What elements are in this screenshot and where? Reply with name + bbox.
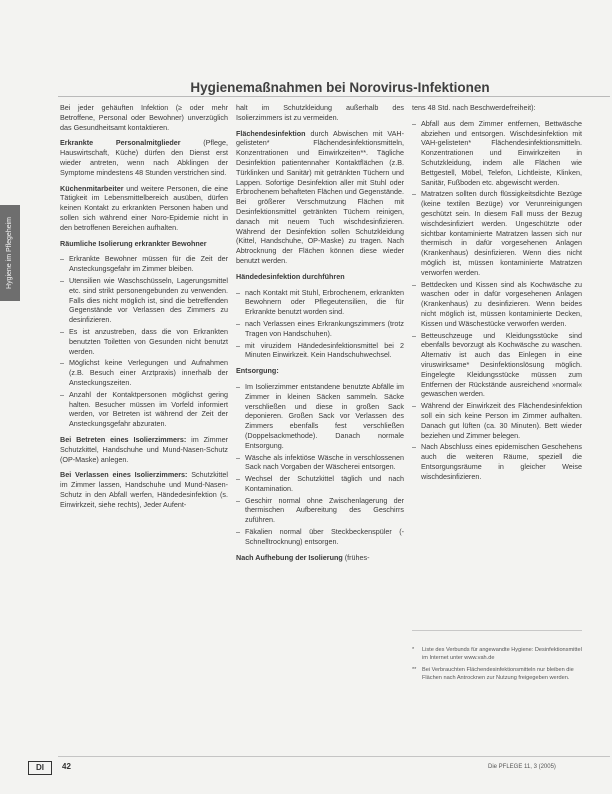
list-item: – Es ist anzustreben, dass die von Erkrankten benutzten Toiletten von Gesunden nicht benutzt werden. <box>60 327 228 356</box>
journal-reference: Die PFLEGE 11, 3 (2005) <box>488 764 556 770</box>
paragraph-text: tens 48 Std. nach Beschwerdefreiheit): <box>412 103 536 112</box>
paragraph-heading: Flächendesinfektion <box>236 128 306 138</box>
list-item: – nach Kontakt mit Stuhl, Erbrochenem, erkrankten Bewohnern oder Pflegeutensilien, die für Erkrankte benutzt worden sind. <box>236 288 404 317</box>
list-item: – Erkrankte Bewohner müssen für die Zeit der Ansteckungsgefahr im Zimmer bleiben. <box>60 254 228 274</box>
paragraph-text: durch Abwischen mit VAH-gelisteten* Flächendesinfektionsmitteln, Konzentrationen und Einwirkzeiten**. Tägliche Desinfektion patientennaher Kontaktflächen (z.B. Türklinken und Sanitär) mit getränkten Tüchern und Lappen. Sofortige Desinfektion aller mit Stuhl oder Erbrochenem behafteten Flächen und Gegenstände. Bei größerer Verschmutzung Flächen mit Desinfektionsmittel getränkten Tüchern reinigen, danach mit neuem Tuch wischdesinfizieren. Während der Desinfektion sollen Schutzkleidung (Kittel, Handschuhe, OP-Maske) zu tragen. Nach Abtrocknung der Flächen können diese wieder benutzt werden. <box>236 128 404 265</box>
list-item: – Möglichst keine Verlegungen und Aufnahmen (z.B. Besuch einer Arztpraxis) innerhalb der Ansteckungszeiten. <box>60 358 228 387</box>
footnote <box>412 646 582 662</box>
paragraph <box>236 553 404 563</box>
paragraph-text: Bei jeder gehäuften Infektion (≥ oder mehr Betroffene, Personal oder Bewohner) unverzüglich das Gesundheitsamt kontaktieren. <box>60 103 228 132</box>
paragraph-heading: Bei Betreten eines Isolierzimmers: <box>60 434 187 444</box>
paragraph <box>236 103 404 123</box>
list-item: – Während der Einwirkzeit des Flächendesinfektion soll ein sich keine Person im Zimmer aufhalten. Danach gut lüften (ca. 30 Minuten). Bett wieder beziehen und Zimmer belegen. <box>412 401 582 440</box>
paragraph <box>60 470 228 509</box>
list-item: – nach Verlassen eines Erkrankungszimmers (trotz Tragen von Handschuhen). <box>236 319 404 339</box>
list-item: – Bettdecken und Kissen sind als Kochwäsche zu waschen oder in dafür vorgesehenen Anlagen (Krankenhaus) zu desinfizieren. Wenn beides nicht möglich ist, müssen kontaminierte Decken, Kissen und Wäschestücke verworfen werden. <box>412 280 582 329</box>
top-rule <box>58 96 610 97</box>
side-tab-label: Hygiene im Pflegeheim <box>6 217 13 289</box>
list-item: – Utensilien wie Waschschüsseln, Lagerungsmittel etc. sind strikt personengebunden zu verwenden. Falls dies nicht möglich ist, sind die betreffenden Gegenstände vor Verlassen des Zimmers zu desinfizieren. <box>60 276 228 325</box>
bottom-rule <box>58 756 610 757</box>
footnote-mark: ** <box>412 667 417 673</box>
paragraph <box>236 272 404 282</box>
list-item: – Wäsche als infektiöse Wäsche in verschlossenen Sack nach Vorgaben der Wäscherei entsorgen. <box>236 453 404 473</box>
paragraph <box>60 184 228 233</box>
footnote <box>412 666 582 682</box>
paragraph <box>60 103 228 132</box>
paragraph <box>60 435 228 464</box>
list-item: – Abfall aus dem Zimmer entfernen, Bettwäsche abziehen und entsorgen. Wischdesinfektion mit VAH-gelisteten* Flächendesinfektionsmitteln. Konzentrationen und Einwirkzeiten in Schutzkleidung, indem alle Flächen wie Bettgestell, Möbel, Telefon, Lichtleiste, Klinken, Sanitär, Fußboden etc. abgewischt werden. <box>412 119 582 188</box>
list-item: – Wechsel der Schutzkittel täglich und nach Kontamination. <box>236 474 404 494</box>
footnote-rule <box>412 630 582 631</box>
paragraph-heading: Erkrankte Personalmitglieder <box>60 138 181 148</box>
paragraph <box>60 239 228 249</box>
paragraph-text: und weitere Personen, die eine Tätigkeit im Lebensmittelbereich ausüben, dürfen keinen Kontakt zu erkrankten Personen haben und sollen sich während einer Noro-Epidemie nicht in den betroffenen Bereichen aufhalten. <box>60 183 228 232</box>
bullet-list <box>412 119 582 482</box>
bullet-list <box>236 288 404 361</box>
footnote-text: Liste des Verbunds für angewandte Hygiene: Desinfektionsmittel im Internet unter www.vah.de <box>422 647 582 661</box>
text-column-left <box>60 103 228 515</box>
section-side-tab <box>0 205 20 301</box>
footnote-text: Bei Verbrauchten Flächendesinfektionsmitteln nur bleiben die Flächen nach Antrocknen zur Nutzung freigegeben werden. <box>422 667 574 681</box>
list-item: – Matratzen sollten durch flüssigkeitsdichte Bezüge (keine textilen Bezüge) vor Verunreinigungen geschützt sein. In diesem Fall muss der Bezug wischdesinfiziert werden. Ungeschützte oder sichtbar kontaminierte Matratzen lassen sich nur thermisch in dafür vorgesehenen Anlagen (Krankenhaus) desinfizieren. Wenn dies nicht möglich ist, müssen kontaminierte Matratzen verworfen werden. <box>412 189 582 277</box>
paragraph-heading: Räumliche Isolierung erkrankter Bewohner <box>60 238 207 248</box>
paragraph-text: (Pflege, Hauswirtschaft, Küche) dürfen den Dienst erst wieder antreten, wenn nach Abklingen der Symptome mindestens 48 Stunden verstrichen sind. <box>60 138 228 177</box>
paragraph-heading: Bei Verlassen eines Isolierzimmers: <box>60 470 188 480</box>
paragraph-text: im Zimmer Schutzkittel, Handschuhe und Mund-Nasen-Schutz (OP-Maske) anlegen. <box>60 434 228 464</box>
list-item: – mit viruzidem Händedesinfektionsmittel bei 2 Minuten Einwirkzeit. Kein Handschuhwechsel. <box>236 341 404 361</box>
text-column-right <box>412 103 582 487</box>
paragraph <box>236 366 404 376</box>
paragraph <box>236 129 404 266</box>
paragraph-heading: Händedesinfektion durchführen <box>236 271 345 281</box>
footnotes <box>412 646 582 686</box>
page-number: 42 <box>62 762 71 771</box>
article-title: Hygienemaßnahmen bei Norovirus-Infektionen <box>190 80 490 95</box>
paragraph <box>412 103 582 113</box>
paragraph-text: halt im Schutzkleidung außerhalb des Isolierzimmers ist zu vermeiden. <box>236 103 404 122</box>
footnote-mark: * <box>412 647 415 653</box>
list-item: – Nach Abschluss eines epidemischen Geschehens auch die weiteren Räume, speziell die Entsorgungsräume in gleicher Weise wischdesinfizieren. <box>412 442 582 481</box>
list-item: – Fäkalien normal über Steckbeckenspüler (- Schnelltrocknung) entsorgen. <box>236 527 404 547</box>
list-item: – Betteuschzeuge und Kleidungsstücke sind ebenfalls bevorzugt als Kochwäsche zu waschen. Alternativ ist auch das Einlegen in eine viruswirksame* Desinfektionslösung möglich. Eingelegte Kleidungsstücke müssen zum Entfernen der Rückstände ausreichend »normal« gewaschen werden. <box>412 331 582 400</box>
text-column-middle <box>236 103 404 568</box>
paragraph-heading: Küchenmitarbeiter <box>60 183 124 193</box>
paragraph-heading: Entsorgung: <box>236 366 279 376</box>
publisher-logo: DI <box>28 761 52 775</box>
bullet-list <box>60 254 228 429</box>
list-item: – Geschirr normal ohne Zwischenlagerung der thermischen Aufbereitung des Geschirrs zuführen. <box>236 496 404 525</box>
bullet-list <box>236 382 404 547</box>
list-item: – Anzahl der Kontaktpersonen möglichst gering halten. Besucher müssen im Vorfeld informiert werden, vor Betreten ist während der Zeit der Ansteckungsgefahr abzuraten. <box>60 390 228 429</box>
list-item: – Im Isolierzimmer entstandene benutzte Abfälle im Zimmer in kleinen Säcken sammeln. Säcke verschließen und diese in großen Sack deponieren. Großen Sack vor Verlassen des Zimmers ebenfalls fest verschließen (Doppelsackmethode). Danach normale Entsorgung. <box>236 382 404 451</box>
paragraph-heading: Nach Aufhebung der Isolierung <box>236 552 343 562</box>
paragraph <box>60 138 228 177</box>
paragraph-text: (frühes- <box>342 552 370 562</box>
paragraph-text: Schutzkittel im Zimmer lassen, Handschuhe und Mund-Nasen-Schutz in den Abfall werfen, Händedesinfektion (s. Einwirkzeit, siehe rechts), Jeder Aufent- <box>60 470 229 509</box>
